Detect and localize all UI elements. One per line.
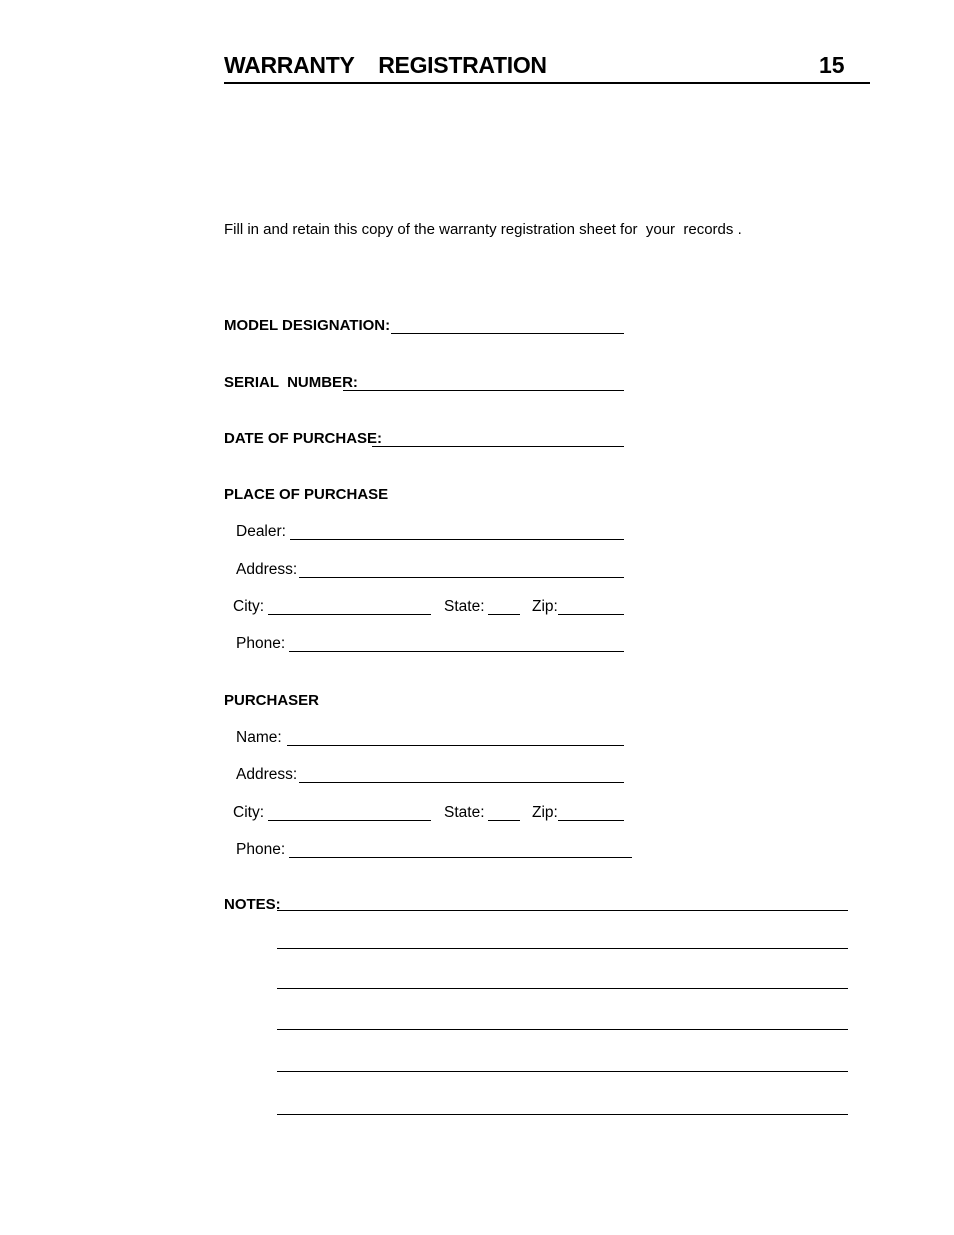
pop-address-field[interactable] (299, 577, 624, 578)
purchaser-address-field[interactable] (299, 782, 624, 783)
purchaser-phone-field[interactable] (289, 857, 632, 858)
notes-label: NOTES: (224, 896, 281, 913)
purchaser-name-field[interactable] (287, 745, 624, 746)
notes-line[interactable] (277, 948, 848, 949)
notes-line[interactable] (277, 1029, 848, 1030)
date-of-purchase-label: DATE OF PURCHASE: (224, 430, 383, 447)
serial-number-field[interactable] (343, 390, 624, 391)
place-of-purchase-heading: PLACE OF PURCHASE (224, 486, 389, 503)
dealer-field[interactable] (290, 539, 624, 540)
purchaser-heading: PURCHASER (224, 692, 320, 709)
notes-line[interactable] (277, 910, 848, 911)
pop-phone-label: Phone: (236, 635, 286, 652)
page-number: 15 (819, 52, 845, 78)
notes-line[interactable] (277, 1071, 848, 1072)
notes-line[interactable] (277, 988, 848, 989)
pop-address-label: Address: (236, 561, 298, 578)
purchaser-zip-field[interactable] (558, 820, 624, 821)
date-of-purchase-field[interactable] (372, 446, 624, 447)
purchaser-zip-label: Zip: (532, 804, 558, 821)
intro-text: Fill in and retain this copy of the warranty registration sheet for your records . (224, 221, 742, 238)
notes-line[interactable] (277, 1114, 848, 1115)
pop-state-field[interactable] (488, 614, 520, 615)
dealer-label: Dealer: (236, 523, 286, 540)
pop-zip-label: Zip: (532, 598, 558, 615)
header-divider (224, 82, 870, 84)
purchaser-address-label: Address: (236, 766, 298, 783)
pop-city-field[interactable] (268, 614, 431, 615)
pop-phone-field[interactable] (289, 651, 624, 652)
purchaser-city-field[interactable] (268, 820, 431, 821)
serial-number-label: SERIAL NUMBER: (224, 374, 358, 391)
pop-zip-field[interactable] (558, 614, 624, 615)
model-designation-field[interactable] (391, 333, 624, 334)
model-designation-label: MODEL DESIGNATION: (224, 317, 391, 334)
purchaser-city-label: City: (233, 804, 264, 821)
purchaser-name-label: Name: (236, 729, 282, 746)
purchaser-phone-label: Phone: (236, 841, 286, 858)
pop-state-label: State: (444, 598, 485, 615)
page-title: WARRANTY REGISTRATION (224, 52, 547, 78)
purchaser-state-field[interactable] (488, 820, 520, 821)
pop-city-label: City: (233, 598, 264, 615)
purchaser-state-label: State: (444, 804, 485, 821)
